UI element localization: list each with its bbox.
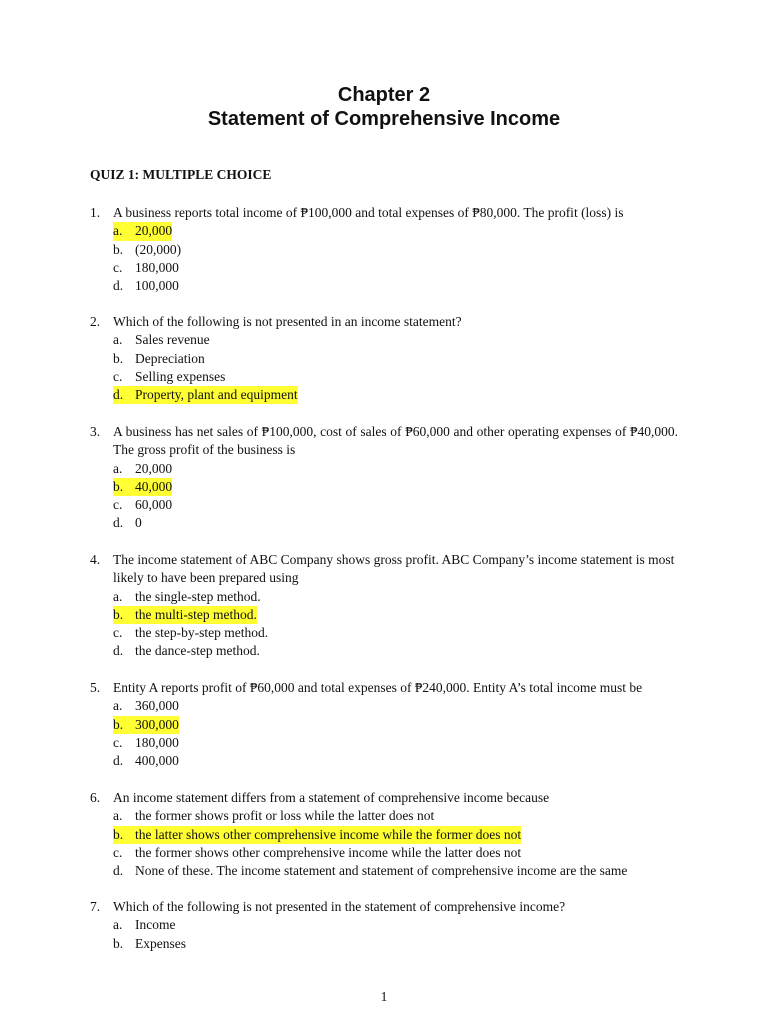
answer-option — [90, 588, 678, 606]
question-text: A business reports total income of ₱100,000 and total expenses of ₱80,000. The profit (loss) is — [113, 205, 624, 220]
answer-option — [90, 862, 678, 880]
answer-option — [90, 259, 678, 277]
question-number: 2. — [90, 314, 101, 329]
answer-option — [90, 350, 678, 368]
answer-option — [90, 496, 678, 514]
option-text: 400,000 — [135, 753, 179, 769]
question-number: 1. — [90, 205, 101, 220]
option-letter: a. — [113, 917, 123, 933]
option-letter: b. — [113, 826, 135, 844]
option-text: Selling expenses — [135, 368, 226, 384]
page-title: Statement of Comprehensive Income — [207, 108, 561, 130]
highlighted-answer: 300,000 — [135, 716, 179, 734]
page-number: 1 — [380, 989, 388, 1004]
question-text: The income statement of ABC Company shows gross profit. ABC Company’s income statement is most likely to have been prepared using — [113, 552, 675, 586]
question-5 — [90, 679, 678, 770]
highlighted-answer: 20,000 — [135, 222, 172, 240]
answer-option — [90, 222, 678, 240]
option-text: Expenses — [135, 935, 186, 951]
option-text: 180,000 — [135, 259, 179, 275]
option-letter: b. — [113, 350, 124, 366]
question-number: 3. — [90, 424, 101, 439]
question-text: Which of the following is not presented in the statement of comprehensive income? — [113, 899, 566, 914]
answer-option — [90, 386, 678, 404]
answer-option — [90, 606, 678, 624]
question-1 — [90, 204, 678, 295]
highlighted-answer: Property, plant and equipment — [135, 386, 298, 404]
answer-option — [90, 368, 678, 386]
question-3 — [90, 423, 678, 533]
option-letter: b. — [113, 716, 135, 734]
option-letter: c. — [113, 734, 123, 750]
option-text: (20,000) — [135, 241, 182, 257]
option-letter: b. — [113, 935, 124, 951]
option-letter: c. — [113, 368, 123, 384]
question-text: Entity A reports profit of ₱60,000 and total expenses of ₱240,000. Entity A’s total income must be — [113, 680, 643, 695]
answer-option — [90, 241, 678, 259]
question-text: Which of the following is not presented in an income statement? — [113, 314, 462, 329]
answer-option — [90, 844, 678, 862]
option-letter: d. — [113, 386, 135, 404]
question-stem — [90, 898, 678, 916]
question-stem — [90, 551, 678, 588]
highlighted-answer: 40,000 — [135, 478, 172, 496]
option-text: the former shows profit or loss while the latter does not — [135, 808, 435, 824]
option-letter: c. — [113, 497, 123, 513]
answer-option — [90, 277, 678, 295]
answer-option — [90, 460, 678, 478]
answer-option — [90, 478, 678, 496]
option-text: Depreciation — [135, 350, 205, 366]
option-text: Income — [135, 917, 176, 933]
option-letter: d. — [113, 278, 124, 294]
question-number: 7. — [90, 899, 101, 914]
question-stem — [90, 789, 678, 807]
option-text: Sales revenue — [135, 332, 210, 348]
chapter-label: Chapter 2 — [337, 84, 431, 106]
option-letter: c. — [113, 844, 123, 860]
option-letter: a. — [113, 698, 123, 714]
answer-option — [90, 642, 678, 660]
option-text: the former shows other comprehensive income while the latter does not — [135, 844, 522, 860]
question-stem — [90, 423, 678, 460]
question-number: 4. — [90, 552, 101, 567]
option-letter: a. — [113, 588, 123, 604]
question-4 — [90, 551, 678, 661]
answer-option — [90, 752, 678, 770]
option-text: 60,000 — [135, 497, 173, 513]
option-letter: b. — [113, 478, 135, 496]
option-text: 0 — [135, 515, 142, 531]
question-2 — [90, 313, 678, 404]
answer-option — [90, 624, 678, 642]
highlighted-answer: the latter shows other comprehensive income while the former does not — [135, 826, 521, 844]
option-text: the dance-step method. — [135, 643, 260, 659]
option-letter: a. — [113, 808, 123, 824]
question-text: An income statement differs from a statement of comprehensive income because — [113, 790, 550, 805]
question-number: 6. — [90, 790, 101, 805]
option-text: the step-by-step method. — [135, 625, 269, 641]
answer-option — [90, 697, 678, 715]
option-letter: a. — [113, 332, 123, 348]
question-7 — [90, 898, 678, 953]
answer-option — [90, 716, 678, 734]
option-text: 100,000 — [135, 278, 179, 294]
quiz-heading: QUIZ 1: MULTIPLE CHOICE — [90, 167, 272, 182]
option-letter: d. — [113, 515, 124, 531]
answer-option — [90, 916, 678, 934]
answer-option — [90, 331, 678, 349]
question-text: A business has net sales of ₱100,000, cost of sales of ₱60,000 and other operating expenses of ₱40,000. The gross profit of the business is — [113, 424, 678, 458]
answer-option — [90, 826, 678, 844]
answer-option — [90, 935, 678, 953]
option-letter: d. — [113, 863, 124, 879]
option-letter: c. — [113, 259, 123, 275]
option-letter: b. — [113, 241, 124, 257]
option-text: 20,000 — [135, 460, 173, 476]
option-letter: d. — [113, 643, 124, 659]
option-letter: a. — [113, 222, 135, 240]
option-text: None of these. The income statement and statement of comprehensive income are the same — [135, 863, 628, 879]
option-text: the single-step method. — [135, 588, 261, 604]
question-stem — [90, 313, 678, 331]
option-letter: a. — [113, 460, 123, 476]
question-stem — [90, 679, 678, 697]
answer-option — [90, 514, 678, 532]
answer-option — [90, 734, 678, 752]
question-6 — [90, 789, 678, 880]
option-letter: b. — [113, 606, 135, 624]
answer-option — [90, 807, 678, 825]
option-letter: d. — [113, 753, 124, 769]
option-text: 360,000 — [135, 698, 179, 714]
option-text: 180,000 — [135, 734, 179, 750]
question-number: 5. — [90, 680, 101, 695]
option-letter: c. — [113, 625, 123, 641]
highlighted-answer: the multi-step method. — [135, 606, 257, 624]
question-stem — [90, 204, 678, 222]
